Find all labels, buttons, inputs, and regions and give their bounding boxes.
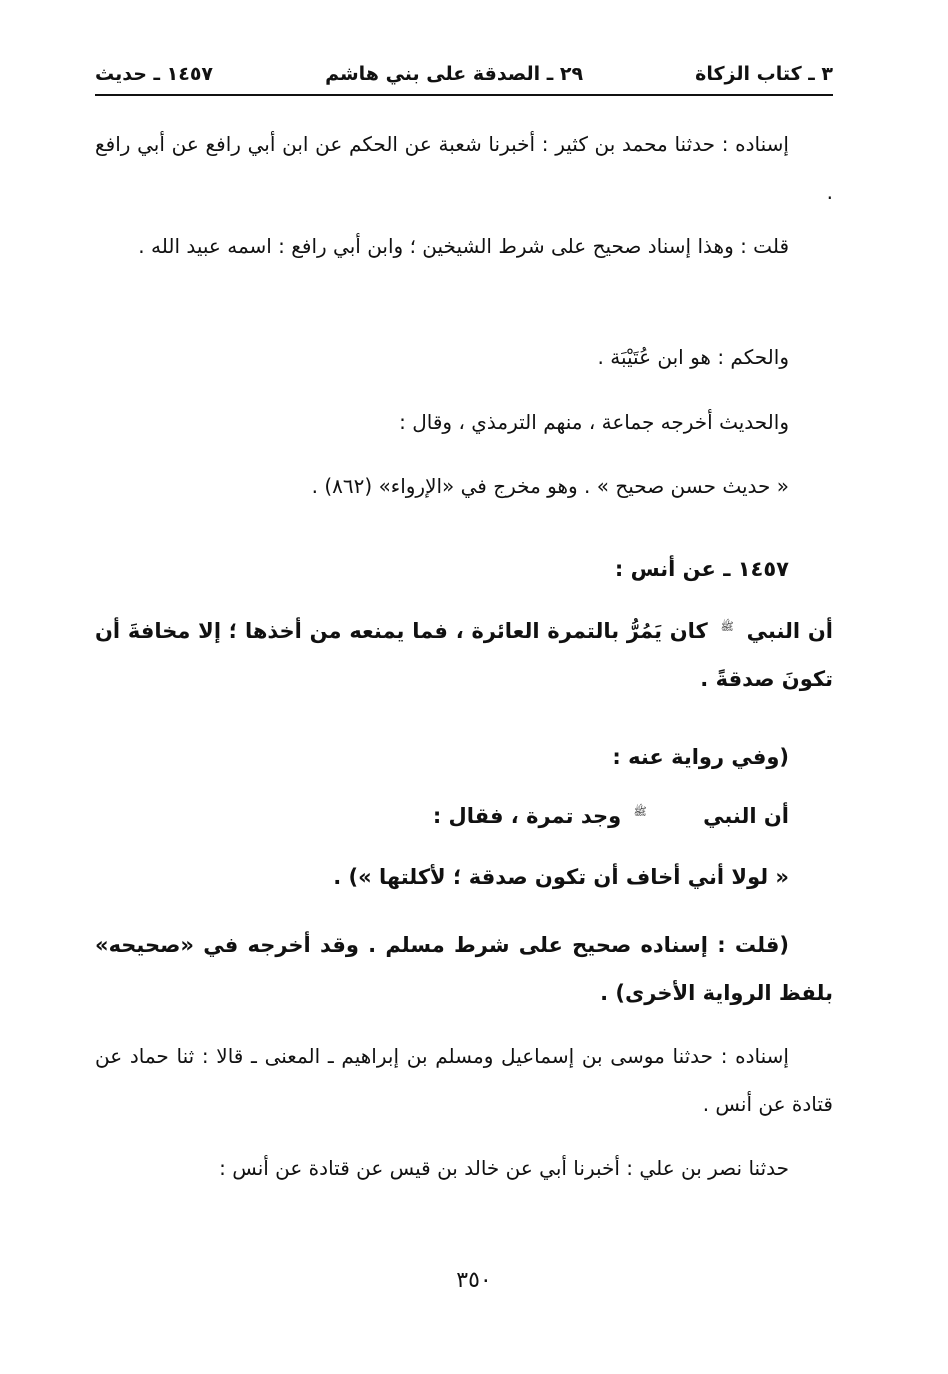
hadith-text-rest: كان يَمُرُّ بالتمرة العائرة ، فما يمنعه من أخذها ؛ إلا مخافةَ أن تكونَ صدقةً . [95, 619, 833, 691]
header-divider [95, 94, 833, 96]
isnad-paragraph-1: إسناده : حدثنا محمد بن كثير : أخبرنا شعبة عن الحكم عن ابن أبي رافع عن أبي رافع . [95, 132, 833, 204]
note-hakam: والحكم : هو ابن عُتَيْبَة . [597, 345, 789, 369]
salawat-icon: ﷺ [633, 805, 647, 818]
riwaya-quote: « لولا أني أخاف أن تكون صدقة ؛ لأكلتها ») . [333, 865, 789, 889]
salawat-icon: ﷺ [720, 620, 734, 633]
header-chapter-title: ٢٩ ـ الصدقة على بني هاشم [325, 63, 584, 85]
grading-paragraph: (قلت : إسناده صحيح على شرط مسلم . وقد أخرجه في «صحيحه» بلفظ الرواية الأخرى) . [95, 933, 833, 1005]
riwaya-text-rest: وجد تمرة ، فقال : [432, 804, 622, 828]
quote-tirmidhi: « حديث حسن صحيح » . وهو مخرج في «الإرواء» (٨٦٢) . [311, 474, 789, 498]
riwaya-text [95, 792, 833, 840]
header-book-title: ٣ ـ كتاب الزكاة [695, 63, 833, 85]
header-hadith-number: ١٤٥٧ ـ حديث [95, 63, 214, 85]
isnad-paragraph-3: حدثنا نصر بن علي : أخبرنا أبي عن خالد بن قيس عن قتادة عن أنس : [219, 1156, 789, 1180]
comment-paragraph-1: قلت : وهذا إسناد صحيح على شرط الشيخين ؛ وابن أبي رافع : اسمه عبيد الله . [138, 234, 789, 258]
hadith-heading: ١٤٥٧ ـ عن أنس : [614, 557, 789, 581]
riwaya-heading: (وفي رواية عنه : [612, 745, 789, 769]
running-header [95, 58, 833, 90]
riwaya-text-start: أن النبي [703, 804, 789, 828]
hadith-text [95, 607, 833, 703]
isnad-paragraph-2: إسناده : حدثنا موسى بن إسماعيل ومسلم بن إبراهيم ـ المعنى ـ قالا : ثنا حماد عن قتادة عن أنس . [95, 1044, 833, 1116]
note-takhrij: والحديث أخرجه جماعة ، منهم الترمذي ، وقال : [399, 410, 789, 434]
page-number: ٣٥٠ [456, 1268, 492, 1293]
hadith-text-start: أن النبي [746, 619, 833, 643]
